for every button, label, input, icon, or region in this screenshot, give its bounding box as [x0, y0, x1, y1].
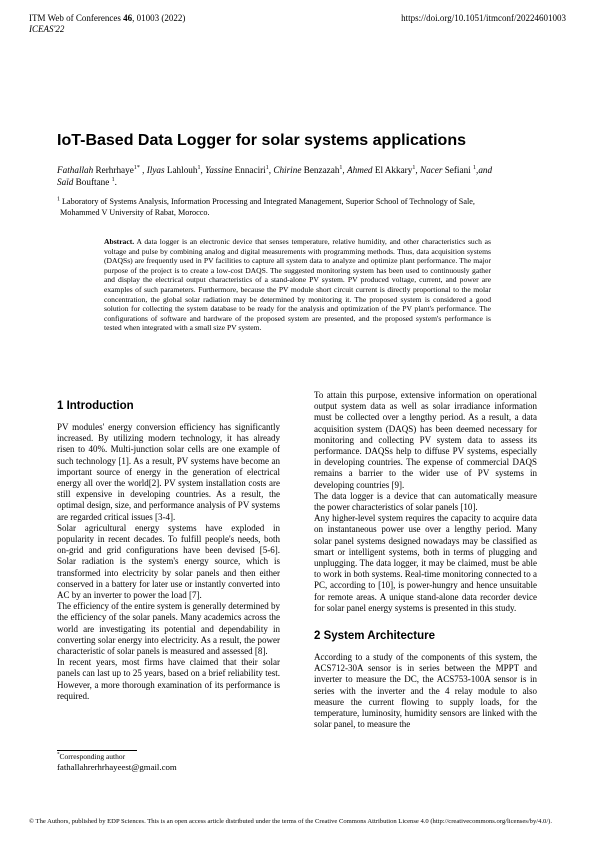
footnote — [57, 752, 177, 773]
paper-title: IoT-Based Data Logger for solar systems applications — [57, 132, 466, 149]
author: Saïd Bouftane $^1$. — [57, 176, 117, 187]
affiliation: $^1$ Laboratory of Systems Analysis, Information Processing and Integrated Management, Superior School of Technology of Sale, Mohammed V University of Rabat, Morocco. — [57, 196, 475, 217]
paragraph: The efficiency of the entire system is generally determined by the efficiency of the solar panels. Many academics across the world are investigating its potential and dependability in converting solar energy into electricity. As a result, the power characteristic of solar panels is measured and assessed [8]. — [57, 601, 281, 657]
author-list — [57, 164, 547, 188]
running-header-left — [29, 13, 185, 35]
author: Ahmed El Akkary$^1$, — [347, 164, 420, 175]
abstract-text: A data logger is an electronic device that senses temperature, relative humidity, and other characteristics such as voltage and pulse by combining analog and digital measurements with programming methods. Thus, data acquisition systems (DAQSs) are frequently used in PV facilities to capture all system data to analyze and optimize plant performance. The major purpose of the project is to create a low-cost DAQS. The suggested monitoring system has been used to continuously gather and display the electrical output characteristics of a stand-alone PV system. PV produced voltage, current, and power are examples of such parameters. Furthermore, because the PV module short circuit current is directly proportional to the molar concentration, the global solar radiation may be determined by monitoring it. The proposed system is considered a good solution for collecting the system database to be ready for the analysis and optimization of the PV plant's performance. The configurations of software and hardware of the proposed system are presented, and the proposed system's performance is tested when integrated with a small size PV system. — [104, 237, 491, 333]
paragraph: PV modules' energy conversion efficiency has significantly increased. By utilizing modern technology, it has already risen to 40%. Multi-junction solar cells are one example of such technology [1]. As a result, PV systems have become an important source of energy in the generation of electrical energy all over the world[2]. PV system installation costs are still expensive in developing countries. As a result, the optimal design, size, and performance analysis of PV systems are regarded critical issues [3-4]. — [57, 422, 280, 522]
author: Ilyas Lahlouh$^1$, — [146, 164, 206, 175]
right-column — [314, 390, 537, 730]
journal-name: ITM Web of Conferences — [29, 13, 124, 23]
conference-name: ICEAS'22 — [29, 24, 65, 34]
paragraph: According to a study of the components of this system, the ACS712-30A sensor is in series between the MPPT and inverter to measure the DC, the ACS753-100A sensor is in series with the inverter and the 4 relay module to also measure the current flowing to supply loads, for the temperature, luminosity, humidity sensors are linked with the solar panel, to measure the — [314, 652, 537, 730]
footnote-mark: * — [57, 752, 60, 758]
abstract — [104, 237, 491, 333]
author: Yassine Ennaciri$^1$, — [205, 164, 274, 175]
left-column — [57, 399, 280, 702]
article-ref: , 01003 (2022) — [132, 13, 186, 23]
author: Chirine Benzazah$^1$, — [273, 164, 348, 175]
paragraph: To attain this purpose, extensive information on operational output system data as well as solar irradiance information must be collected over a lengthy period. As a result, a data acquisition system (DAQS) has been deemed necessary for monitoring and collecting PV system data to assess its performance. DAQSs help to diffuse PV systems, especially in developing countries. The expense of commercial DAQS remains a barrier to the wider use of PV systems in developing countries [9]. — [314, 390, 537, 490]
journal-volume: 46 — [123, 13, 133, 23]
section-heading-system-architecture: 2 System Architecture — [314, 630, 436, 643]
paragraph: In recent years, most firms have claimed that their solar panels can last up to 25 years, based on a brief reliability test. However, a more thorough examination of its performance is required. — [57, 657, 280, 701]
author: Nacer Sefiani $^1$,and — [419, 164, 493, 175]
author: Fathallah Rerhrhaye$^{1*}$ , — [57, 164, 147, 175]
corresponding-email[interactable]: fathallahrerhrhayeest@gmail.com — [57, 762, 177, 772]
paragraph: The data logger is a device that can automatically measure the power characteristics of solar panels [10]. — [314, 490, 537, 513]
paragraph: Any higher-level system requires the capacity to acquire data on instantaneous power use over a lengthy period. Many solar panel systems designed nowadays may be classified as smart or intelligent systems, both in terms of plugging and unplugging. The data logger, it may be claimed, must be able to work in both systems. Real-time monitoring connected to a PC, according to [10], is power-hungry and hence unsuitable for remote areas. A unique stand-alone data recorder device for solar panel energy systems is presented in this study. — [314, 513, 537, 613]
license-footer: © The Authors, published by EDP Sciences. This is an open access article distributed under the terms of the Creative Commons Attribution License 4.0 (http://creativecommons.org/licenses/by/4.0/). — [29, 818, 553, 825]
section-heading-introduction: 1 Introduction — [57, 400, 134, 412]
abstract-label: Abstract. — [104, 237, 135, 246]
footnote-label: Corresponding author — [59, 752, 126, 761]
footnote-divider — [57, 750, 137, 751]
doi-link[interactable]: https://doi.org/10.1051/itmconf/20224601003 — [401, 13, 566, 23]
paragraph: Solar agricultural energy systems have exploded in popularity in recent decades. To fulfill people's needs, both on-grid and grid configurations have been devised [5-6]. Solar radiation is the system's energy source, which is transformed into electricity by solar panels and then either conserved in a battery for later use or instantly converted into AC by an inverter to power the load [7]. — [57, 522, 280, 601]
